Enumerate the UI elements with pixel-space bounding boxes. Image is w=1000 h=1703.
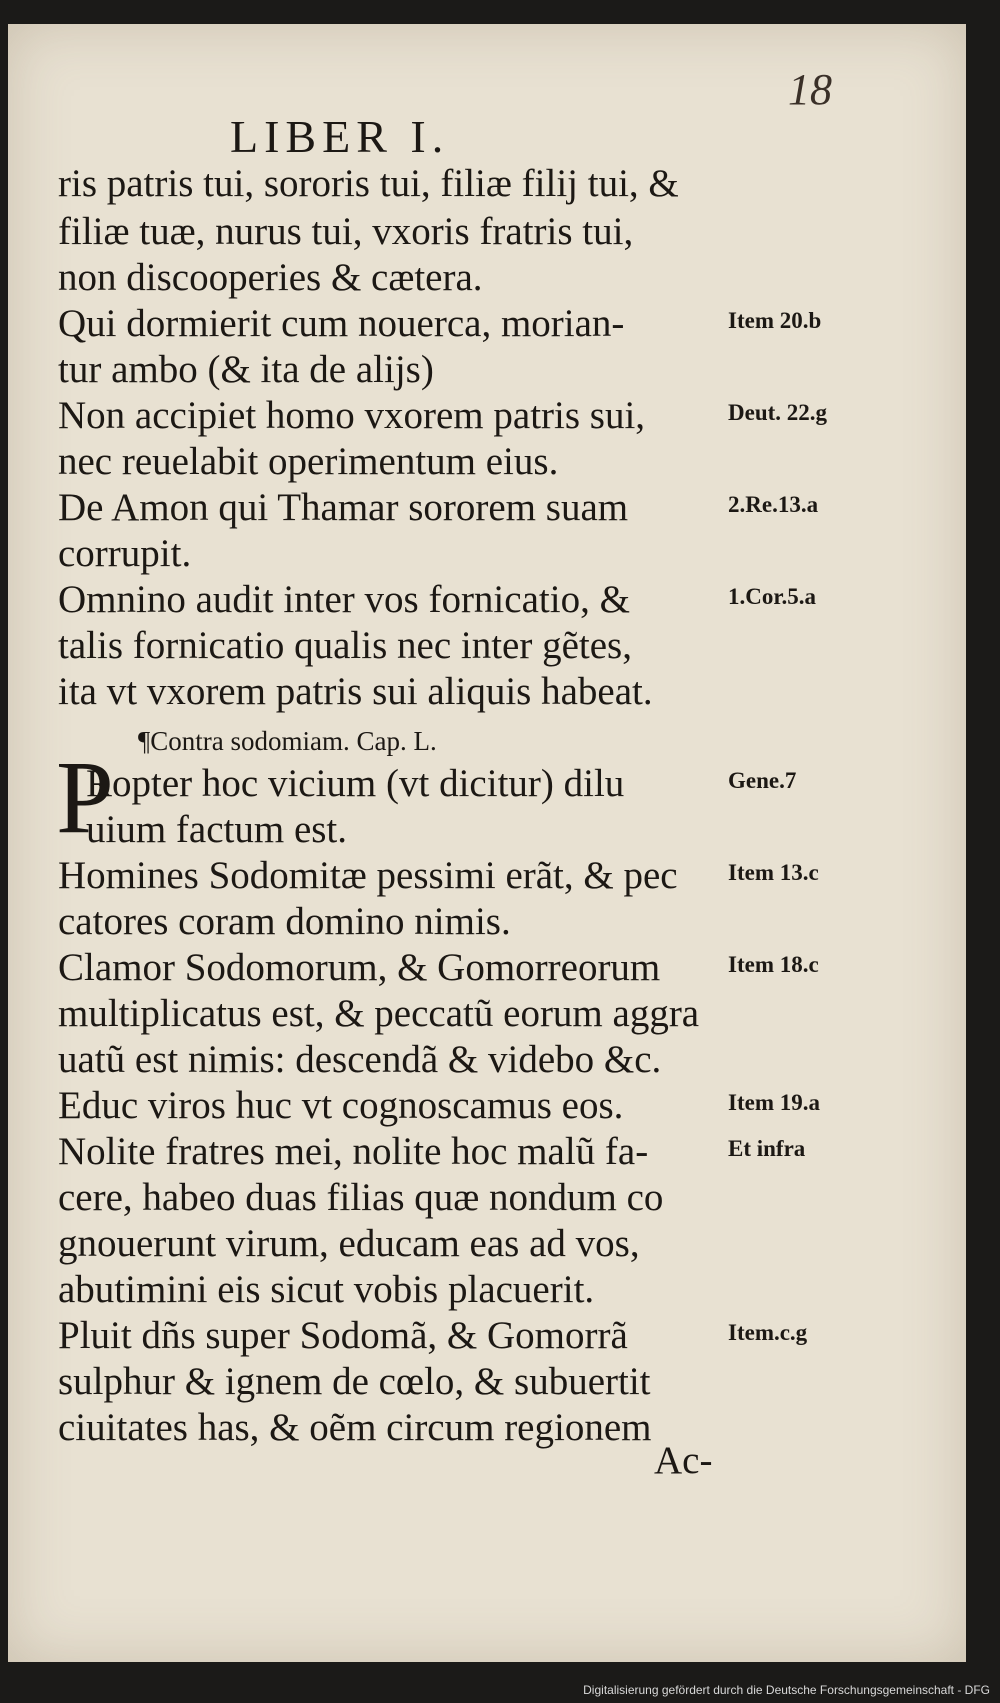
text-line: Ropter hoc vicium (vt dicitur) dilu — [86, 762, 625, 805]
text-line: filiæ tuæ, nurus tui, vxoris fratris tui, — [58, 210, 634, 253]
margin-reference: Item 20.b — [728, 308, 822, 333]
margin-reference: Item.c.g — [728, 1320, 808, 1345]
text-line: abutimini eis sicut vobis placuerit. — [58, 1268, 595, 1311]
running-header: LIBER I. — [230, 111, 450, 162]
margin-reference: 1.Cor.5.a — [728, 584, 816, 609]
text-line: Homines Sodomitæ pessimi erãt, & pec — [58, 854, 678, 897]
text-line: Nolite fratres mei, nolite hoc malũ fa- — [58, 1130, 649, 1173]
margin-reference: 2.Re.13.a — [728, 492, 819, 517]
text-line: uatũ est nimis: descendã & videbo &c. — [58, 1038, 662, 1081]
text-line: ita vt vxorem patris sui aliquis habeat. — [58, 670, 653, 713]
text-line: sulphur & ignem de cœlo, & subuertit — [58, 1360, 651, 1403]
text-line: Non accipiet homo vxorem patris sui, — [58, 394, 646, 437]
text-line: talis fornicatio qualis nec inter gẽtes, — [58, 624, 632, 667]
margin-reference: Deut. 22.g — [728, 400, 828, 425]
text-line: corrupit. — [58, 532, 192, 575]
text-line: Pluit dñs super Sodomã, & Gomorrã — [58, 1314, 628, 1357]
text-line: Qui dormierit cum nouerca, morian- — [58, 302, 625, 345]
book-page — [8, 24, 966, 1662]
catchword: Ac- — [654, 1439, 713, 1482]
digitization-credit: Digitalisierung gefördert durch die Deutsche Forschungsgemeinschaft - DFG — [583, 1683, 990, 1697]
text-line: ris patris tui, sororis tui, filiæ filij tui, & — [58, 162, 679, 205]
text-line: multiplicatus est, & peccatũ eorum aggra — [58, 992, 700, 1035]
text-line: De Amon qui Thamar sororem suam — [58, 486, 629, 529]
text-line: tur ambo (& ita de alijs) — [58, 348, 434, 391]
margin-reference: Gene.7 — [728, 768, 797, 793]
text-line: Omnino audit inter vos fornicatio, & — [58, 578, 630, 621]
text-line: catores coram domino nimis. — [58, 900, 511, 943]
text-line: non discooperies & cætera. — [58, 256, 483, 299]
margin-reference: Item 13.c — [728, 860, 819, 885]
text-line: ciuitates has, & oẽm circum regionem — [58, 1406, 652, 1449]
chapter-heading: ¶Contra sodomiam. Cap. L. — [138, 726, 437, 756]
drop-capital: P — [56, 740, 114, 855]
margin-reference: Item 18.c — [728, 952, 819, 977]
text-line: cere, habeo duas filias quæ nondum co — [58, 1176, 664, 1219]
folio-number: 18 — [788, 65, 832, 114]
margin-reference: Item 19.a — [728, 1090, 820, 1115]
text-line: uium factum est. — [86, 808, 348, 851]
text-line: Educ viros huc vt cognoscamus eos. — [58, 1084, 624, 1127]
margin-reference: Et infra — [728, 1136, 806, 1161]
text-line: gnouerunt virum, educam eas ad vos, — [58, 1222, 640, 1265]
text-line: nec reuelabit operimentum eius. — [58, 440, 559, 483]
text-line: Clamor Sodomorum, & Gomorreorum — [58, 946, 661, 989]
